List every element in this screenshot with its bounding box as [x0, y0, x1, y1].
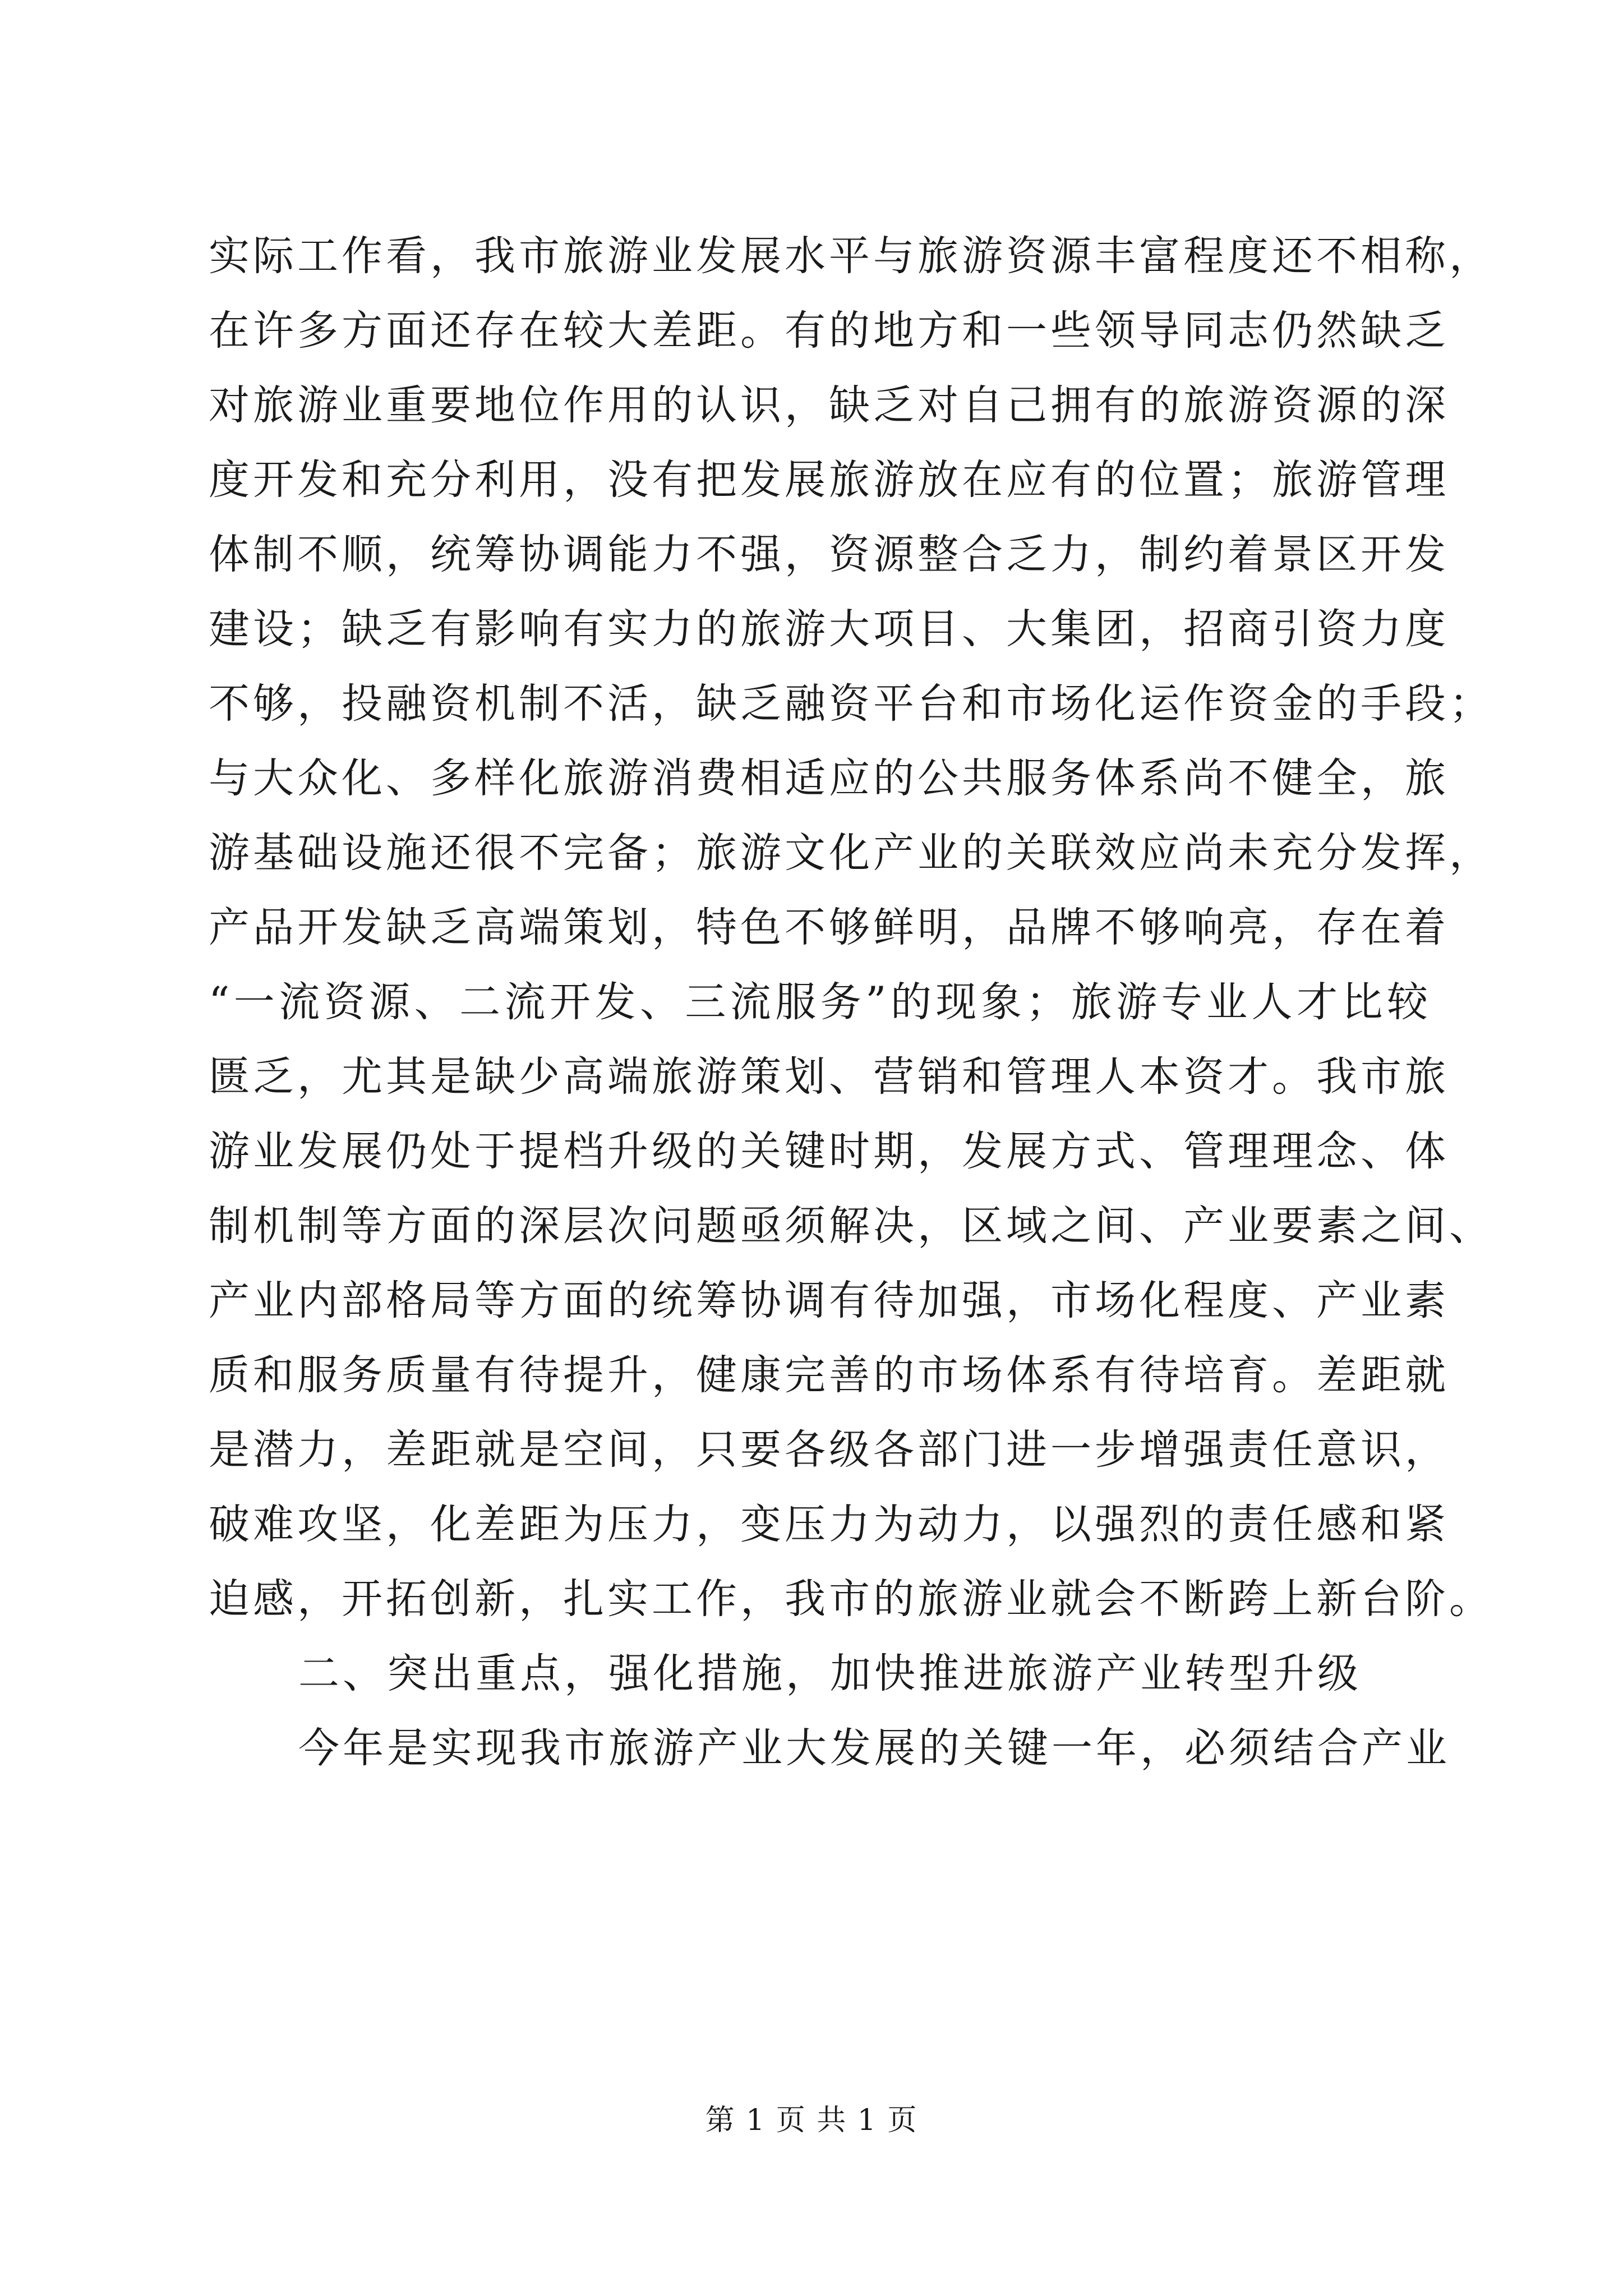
section-heading: 二、突出重点，强化措施，加快推进旅游产业转型升级 — [298, 1650, 1362, 1697]
text-line: 游基础设施还很不完备；旅游文化产业的关联效应尚未充分发挥， — [209, 829, 1493, 877]
text-line: 在许多方面还存在较大差距。有的地方和一些领导同志仍然缺乏 — [209, 307, 1449, 355]
text-line: 产品开发缺乏高端策划，特色不够鲜明，品牌不够响亮，存在着 — [209, 904, 1449, 951]
text-line: 体制不顺，统筹协调能力不强，资源整合乏力，制约着景区开发 — [209, 531, 1449, 578]
text-line: 与大众化、多样化旅游消费相适应的公共服务体系尚不健全，旅 — [209, 754, 1449, 802]
text-line: 产业内部格局等方面的统筹协调有待加强，市场化程度、产业素 — [209, 1277, 1449, 1324]
body-text — [209, 219, 1493, 1786]
text-line: 游业发展仍处于提档升级的关键时期，发展方式、管理理念、体 — [209, 1128, 1449, 1175]
text-line: 不够，投融资机制不活，缺乏融资平台和市场化运作资金的手段； — [209, 680, 1493, 728]
text-line: 度开发和充分利用，没有把发展旅游放在应有的位置；旅游管理 — [209, 456, 1449, 504]
text-line: 匮乏，尤其是缺少高端旅游策划、营销和管理人本资才。我市旅 — [209, 1053, 1449, 1101]
text-line: 迫感，开拓创新，扎实工作，我市的旅游业就会不断跨上新台阶。 — [209, 1575, 1493, 1623]
text-line: 对旅游业重要地位作用的认识，缺乏对自己拥有的旅游资源的深 — [209, 381, 1449, 429]
text-line: 今年是实现我市旅游产业大发展的关键一年，必须结合产业 — [298, 1724, 1450, 1772]
text-line: “一流资源、二流开发、三流服务”的现象；旅游专业人才比较 — [209, 978, 1431, 1026]
text-line: 建设；缺乏有影响有实力的旅游大项目、大集团，招商引资力度 — [209, 605, 1449, 653]
text-line: 制机制等方面的深层次问题亟须解决，区域之间、产业要素之间、 — [209, 1202, 1493, 1250]
text-line: 破难攻坚，化差距为压力，变压力为动力，以强烈的责任感和紧 — [209, 1501, 1449, 1548]
text-line: 是潜力，差距就是空间，只要各级各部门进一步增强责任意识， — [209, 1426, 1449, 1474]
text-line: 实际工作看，我市旅游业发展水平与旅游资源丰富程度还不相称， — [209, 232, 1493, 280]
page-footer: 第 1 页 共 1 页 — [705, 2104, 918, 2137]
text-line: 质和服务质量有待提升，健康完善的市场体系有待培育。差距就 — [209, 1351, 1449, 1399]
